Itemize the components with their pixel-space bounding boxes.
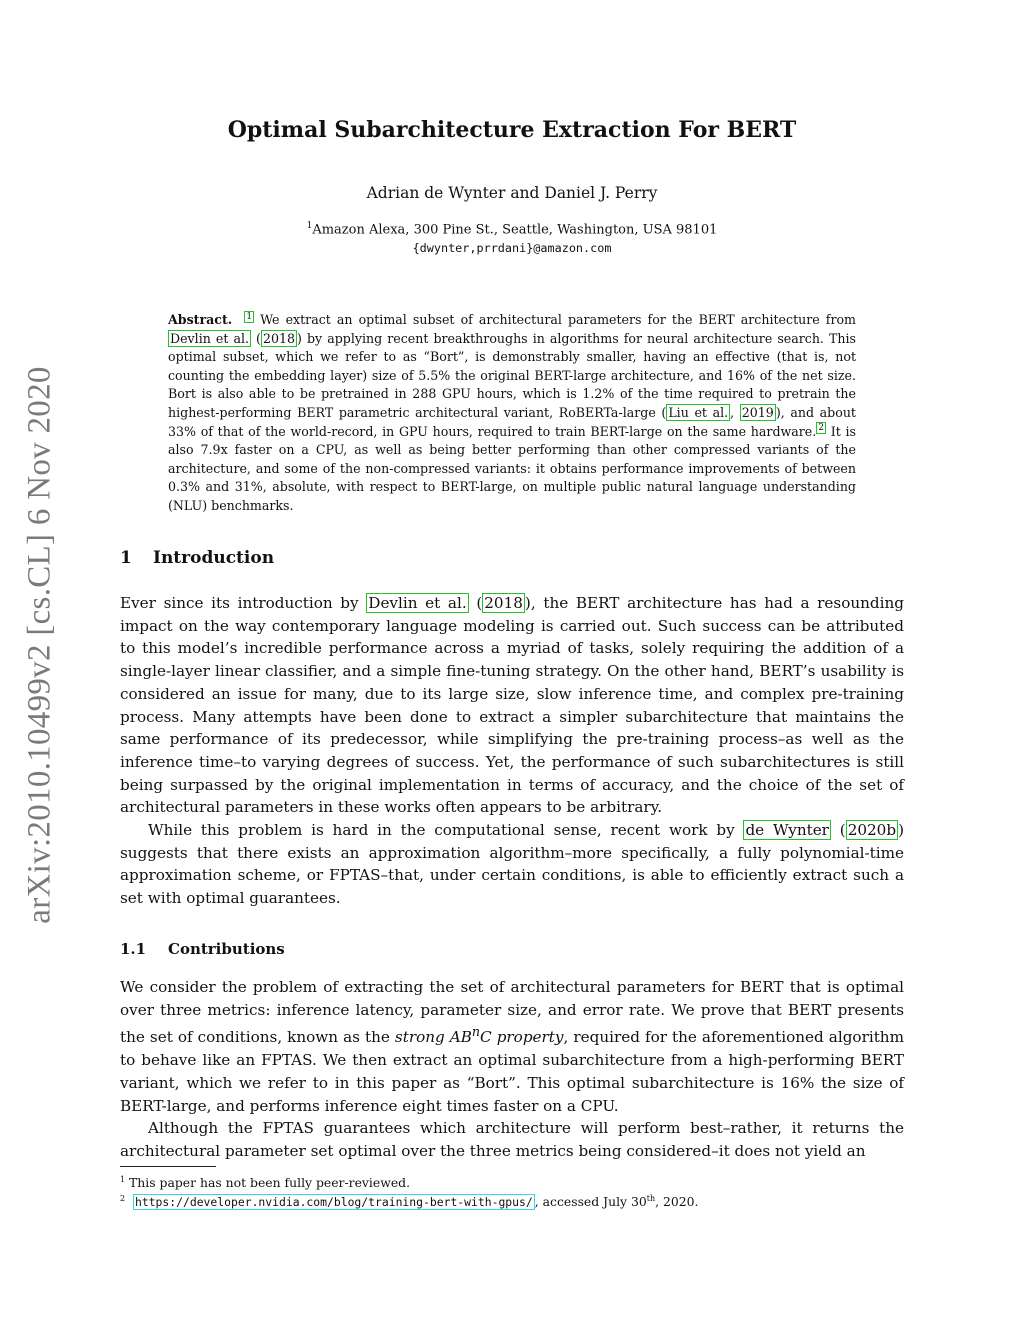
footnote-link-2[interactable]: 2 bbox=[818, 423, 824, 434]
footnote-divider bbox=[120, 1166, 216, 1167]
footnote-2 bbox=[120, 1191, 698, 1210]
arxiv-sidebar-stamp bbox=[16, 360, 64, 930]
abstract-text: We extract an optimal subset of architectural parameters for the BERT architecture from bbox=[254, 312, 856, 327]
footnote-text: , accessed July 30 bbox=[534, 1194, 647, 1210]
citation-year-2020b[interactable]: 2020b bbox=[847, 821, 897, 840]
affiliation-mark: 1 bbox=[306, 221, 313, 231]
paragraph: Ever since its introduction by Devlin et al. ( 2018 ), the BERT architecture has had a resounding impact on the way contemporary language modeling is carried out. Such success can be attributed to this model’s incredible performance across a myriad of tasks, solely requiring the addition of a single-layer linear classifier, and a simple fine-tuning strategy. On the other hand, BERT’s usability is considered an issue for many, due to its large size, slow inference time, and complex pre-training process. Many attempts have been done to extract a simpler subarchitecture that maintains the same performance of its predecessor, while simplifying the pre-training process–as well as the inference time–to varying degrees of success. Yet, the performance of such subarchitectures is still being surpassed by the original implementation in terms of accuracy, and the choice of the set of architectural parameters in these works often appears to be arbitrary. bbox=[120, 594, 904, 817]
subsection-number: 1.1 bbox=[120, 940, 147, 958]
citation-devlin-2018[interactable]: Devlin et al. bbox=[170, 330, 249, 346]
subsection-heading-contributions bbox=[120, 940, 285, 958]
abstract: Abstract. $^1$ We extract an optimal subset of architectural parameters for the BERT architecture from Devlin et al. ( 2018 ) by applying recent breakthroughs in algorithms for neural architecture search. This optimal subset, which we refer to as “Bort”, is demonstrably smaller, having an effective (that is, not counting the embedding layer) size of 5.5% the original BERT-large architecture, and 16% of the net size. Bort is also able to be pretrained in 288 GPU hours, which is 1.2% of the time required to pretrain the highest-performing BERT parametric architectural variant, RoBERTa-large ( Liu et al. , 2019 ), and about 33% of that of the world-record, in GPU hours, required to train BERT-large on the same hardware. $^2$ It is also 7.9x faster on a CPU, as well as being better performing than other compressed variants of the architecture, and some of the non-compressed variants: it obtains performance improvements of between 0.3% and 31%, absolute, with respect to BERT-large, on multiple public natural language understanding (NLU) benchmarks. bbox=[168, 311, 856, 513]
paragraph-text: ) suggests that there exists an approximation algorithm–more specifically, a fully polynomial-time approximation scheme, or FPTAS–that, under certain conditions, is able to efficiently extract such a set with optimal guarantees. bbox=[120, 821, 904, 908]
footnote-mark: 2 bbox=[120, 1194, 126, 1203]
citation-devlin-2018[interactable]: Devlin et al. bbox=[368, 594, 467, 612]
emphasis-text: C property bbox=[480, 1028, 564, 1047]
emphasis-text: strong AB bbox=[394, 1028, 472, 1047]
paragraph-text: , required for the aforementioned algorithm to behave like an FPTAS. We then extract an optimal subarchitecture from a high-performing BERT variant, which we refer to in this paper as “Bort”. This optimal subarchitecture is 16% the size of BERT-large, and performs inference eight times faster on a CPU. bbox=[120, 1028, 904, 1115]
citation-de-wynter[interactable]: de Wynter bbox=[745, 821, 829, 840]
affiliation-text: Amazon Alexa, 300 Pine St., Seattle, Washington, USA 98101 bbox=[312, 222, 718, 238]
author-email: {dwynter,prrdani}@amazon.com bbox=[412, 241, 612, 255]
paragraph: While this problem is hard in the computational sense, recent work by de Wynter ( 2020b ) suggests that there exists an approximation algorithm–more specifically, a fully polynomial-time approximation scheme, or FPTAS–that, under certain conditions, is able to efficiently extract such a set with optimal guarantees. bbox=[120, 821, 904, 908]
paragraph: Although the FPTAS guarantees which architecture will perform best–rather, it returns the architectural parameter set optimal over the three metrics being considered–it does not yield an bbox=[120, 1119, 904, 1160]
footnote-text: , 2020. bbox=[655, 1194, 699, 1210]
abstract-text: It is also 7.9x faster on a CPU, as well as being better performing than other compressed variants of the architecture, and some of the non-compressed variants: it obtains performance improvements of between 0.3% and 31%, absolute, with respect to BERT-large, on multiple public natural language understanding (NLU) benchmarks. bbox=[168, 423, 856, 513]
footnote-1 bbox=[120, 1172, 410, 1191]
paragraph-text: Ever since its introduction by bbox=[120, 594, 367, 612]
emphasis-superscript: n bbox=[471, 1024, 481, 1040]
subsection-title: Contributions bbox=[168, 940, 285, 958]
footnote-superscript: th bbox=[646, 1194, 656, 1203]
paper-title: Optimal Subarchitecture Extraction For BERT bbox=[227, 117, 797, 143]
arxiv-identifier: arXiv:2010.10499v2 [cs.CL] 6 Nov 2020 bbox=[21, 366, 58, 924]
paragraph bbox=[120, 976, 904, 1117]
author-list: Adrian de Wynter and Daniel J. Perry bbox=[366, 184, 658, 202]
footnote-mark: 1 bbox=[120, 1175, 126, 1184]
footnote-url-link[interactable]: https://developer.nvidia.com/blog/training-bert-with-gpus/ bbox=[134, 1195, 533, 1210]
paragraph-text: While this problem is hard in the computational sense, recent work by bbox=[148, 821, 744, 840]
introduction-body bbox=[120, 592, 904, 910]
citation-year-2018[interactable]: 2018 bbox=[262, 330, 296, 346]
contributions-body bbox=[120, 976, 904, 1163]
citation-liu-2019[interactable]: Liu et al. bbox=[668, 404, 729, 420]
citation-year-2019[interactable]: 2019 bbox=[741, 404, 774, 420]
abstract-text: ) by applying recent breakthroughs in algorithms for neural architecture search. This optimal subset, which we refer to as “Bort”, is demonstrably smaller, having an effective (that is, not counting the embedding layer) size of 5.5% the original BERT-large architecture, and 16% of the net size. Bort is also able to be pretrained in 288 GPU hours, which is 1.2% of the time required to pretrain the highest-performing BERT parametric architectural variant, RoBERTa-large ( bbox=[168, 330, 856, 420]
footnote-text: This paper has not been fully peer-reviewed. bbox=[129, 1175, 411, 1191]
affiliation bbox=[0, 221, 1024, 237]
abstract-label: Abstract. bbox=[168, 312, 233, 327]
section-heading-introduction bbox=[120, 548, 274, 568]
paragraph-text: We consider the problem of extracting the set of architectural parameters for BERT that is optimal over three metrics: inference latency, parameter size, and error rate. We prove that BERT presents the set of conditions, known as the bbox=[120, 978, 904, 1047]
citation-year-2018[interactable]: 2018 bbox=[484, 594, 523, 612]
section-number: 1 bbox=[120, 548, 132, 568]
section-title: Introduction bbox=[153, 548, 275, 568]
abstract-text: ), and about 33% of that of the world-record, in GPU hours, required to train BERT-large on the same hardware. bbox=[168, 404, 856, 439]
paragraph-text: ), the BERT architecture has had a resounding impact on the way contemporary language modeling is carried out. Such success can be attributed to this model’s incredible performance across a myriad of tasks, solely requiring the addition of a single-layer linear classifier, and a simple fine-tuning strategy. On the other hand, BERT’s usability is considered an issue for many, due to its large size, slow inference time, and complex pre-training process. Many attempts have been done to extract a simpler subarchitecture that maintains the same performance of its predecessor, while simplifying the pre-training process–as well as the inference time–to varying degrees of success. Yet, the performance of such subarchitectures is still being surpassed by the original implementation in terms of accuracy, and the choice of the set of architectural parameters in these works often appears to be arbitrary. bbox=[120, 594, 904, 817]
emphasis-term bbox=[394, 1024, 564, 1047]
footnote-link-1[interactable]: 1 bbox=[246, 311, 253, 322]
